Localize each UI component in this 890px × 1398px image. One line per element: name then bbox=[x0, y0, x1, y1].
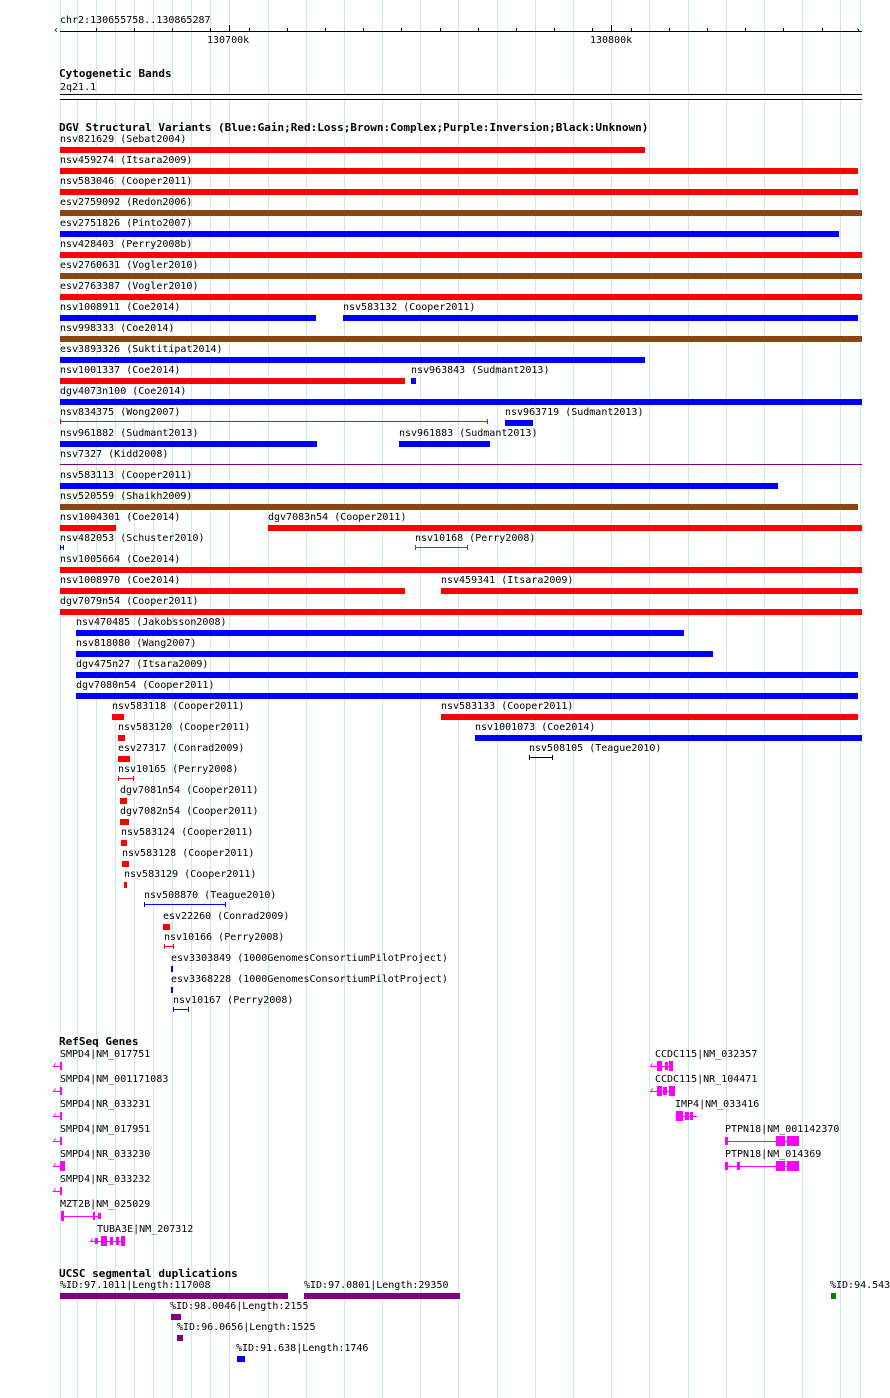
sv-label[interactable]: nsv583128 (Cooper2011) bbox=[122, 848, 255, 859]
sv-bar[interactable] bbox=[120, 798, 127, 804]
sv-bar-end bbox=[467, 545, 468, 550]
gene-label[interactable]: SMPD4|NM_001171083 bbox=[60, 1074, 169, 1085]
gene-exon[interactable] bbox=[776, 1161, 785, 1171]
gene-exon[interactable] bbox=[665, 1062, 668, 1070]
gene-exon[interactable] bbox=[93, 1212, 95, 1220]
sv-label[interactable]: nsv583113 (Cooper2011) bbox=[60, 470, 193, 481]
sv-label[interactable]: nsv1001073 (Coe2014) bbox=[475, 722, 596, 733]
ruler-minor-tick bbox=[440, 28, 441, 31]
sv-bar-end bbox=[60, 419, 61, 424]
sv-label[interactable]: nsv583133 (Cooper2011) bbox=[441, 701, 574, 712]
segdup-bar[interactable] bbox=[171, 1314, 181, 1320]
sv-label[interactable]: dgv4073n100 (Coe2014) bbox=[60, 386, 187, 397]
sv-bar[interactable] bbox=[76, 693, 858, 699]
segdup-bar[interactable] bbox=[237, 1356, 245, 1362]
sv-bar-end bbox=[63, 545, 64, 550]
sv-label[interactable]: esv2751826 (Pinto2007) bbox=[60, 218, 193, 229]
sv-label[interactable]: nsv428403 (Perry2008b) bbox=[60, 239, 193, 250]
sv-label[interactable]: esv2763387 (Vogler2010) bbox=[60, 281, 199, 292]
sv-bar-end bbox=[529, 755, 530, 760]
sv-label[interactable]: nsv821629 (Sebat2004) bbox=[60, 134, 187, 145]
sv-label[interactable]: nsv963719 (Sudmant2013) bbox=[505, 407, 644, 418]
sv-label[interactable]: esv22260 (Conrad2009) bbox=[163, 911, 290, 922]
sv-bar-end bbox=[173, 1007, 174, 1012]
strand-arrow-icon: ‹ bbox=[649, 1060, 656, 1071]
sv-bar[interactable] bbox=[60, 588, 405, 594]
gene-exon[interactable] bbox=[669, 1061, 673, 1071]
gene-exon[interactable] bbox=[121, 1236, 125, 1246]
strand-arrow-icon: ‹ bbox=[52, 1160, 59, 1171]
sv-bar-end bbox=[225, 902, 226, 907]
gene-exon[interactable] bbox=[676, 1111, 683, 1121]
gene-exon[interactable] bbox=[116, 1237, 119, 1245]
gene-exon[interactable] bbox=[60, 1062, 62, 1070]
sv-bar[interactable] bbox=[171, 987, 173, 993]
gene-label[interactable]: SMPD4|NM_017751 bbox=[60, 1049, 151, 1060]
sv-bar-end bbox=[164, 944, 165, 949]
sv-bar[interactable] bbox=[60, 609, 862, 615]
sv-label[interactable]: nsv998333 (Coe2014) bbox=[60, 323, 175, 334]
sv-bar[interactable] bbox=[60, 147, 645, 153]
sv-label[interactable]: nsv7327 (Kidd2008) bbox=[60, 449, 169, 460]
sv-label[interactable]: esv27317 (Conrad2009) bbox=[118, 743, 245, 754]
gene-label[interactable]: CCDC115|NR_104471 bbox=[655, 1074, 758, 1085]
sv-bar[interactable] bbox=[529, 757, 553, 758]
segdup-bar[interactable] bbox=[831, 1293, 836, 1299]
sv-bar[interactable] bbox=[144, 904, 226, 905]
strand-arrow-icon: ‹ bbox=[52, 1085, 59, 1096]
sv-label[interactable]: nsv508105 (Teague2010) bbox=[529, 743, 662, 754]
ruler-minor-tick bbox=[707, 28, 708, 31]
cytoband-track-title[interactable]: Cytogenetic Bands bbox=[59, 67, 172, 80]
sv-bar[interactable] bbox=[411, 378, 416, 384]
sv-bar[interactable] bbox=[76, 651, 713, 657]
sv-bar[interactable] bbox=[171, 966, 173, 972]
sv-label[interactable]: nsv818080 (Wang2007) bbox=[76, 638, 197, 649]
sv-label[interactable]: dgv475n27 (Itsara2009) bbox=[76, 659, 209, 670]
sv-label[interactable]: nsv961882 (Sudmant2013) bbox=[60, 428, 199, 439]
gene-exon[interactable] bbox=[737, 1162, 740, 1170]
sv-bar[interactable] bbox=[163, 924, 170, 930]
sv-bar[interactable] bbox=[60, 273, 862, 279]
sv-bar[interactable] bbox=[60, 525, 116, 531]
sv-bar[interactable] bbox=[343, 315, 858, 321]
gene-label[interactable]: SMPD4|NR_033230 bbox=[60, 1149, 151, 1160]
sv-bar[interactable] bbox=[60, 378, 405, 384]
dgv-track-title[interactable]: DGV Structural Variants (Blue:Gain;Red:Loss;Brown:Complex;Purple:Inversion;Black:Unknown) bbox=[59, 121, 649, 134]
sv-bar[interactable] bbox=[60, 357, 645, 363]
gene-label[interactable]: IMP4|NM_033416 bbox=[675, 1099, 760, 1110]
gene-exon[interactable] bbox=[663, 1087, 667, 1095]
sv-bar[interactable] bbox=[124, 882, 127, 888]
gene-exon[interactable] bbox=[61, 1211, 64, 1221]
ruler-axis bbox=[60, 31, 862, 32]
sv-bar[interactable] bbox=[60, 168, 858, 174]
gene-label[interactable]: CCDC115|NM_032357 bbox=[655, 1049, 758, 1060]
sv-label[interactable]: dgv7082n54 (Cooper2011) bbox=[120, 806, 259, 817]
sv-bar[interactable] bbox=[60, 315, 316, 321]
gene-exon[interactable] bbox=[98, 1213, 101, 1219]
sv-bar-end bbox=[144, 902, 145, 907]
sv-bar[interactable] bbox=[60, 210, 862, 216]
ruler-minor-tick bbox=[516, 28, 517, 31]
ruler-minor-tick bbox=[822, 28, 823, 31]
gene-exon[interactable] bbox=[110, 1237, 113, 1245]
cytoband-border-bottom bbox=[60, 99, 862, 100]
gene-exon[interactable] bbox=[685, 1112, 689, 1120]
ruler-minor-tick bbox=[249, 28, 250, 31]
gene-exon[interactable] bbox=[787, 1136, 799, 1146]
strand-arrow-icon: ‹ bbox=[52, 1110, 59, 1121]
segdup-bar[interactable] bbox=[177, 1335, 183, 1341]
ruler-minor-tick bbox=[783, 28, 784, 31]
sv-label[interactable]: esv3368228 (1000GenomesConsortiumPilotProject) bbox=[171, 974, 448, 985]
sv-label[interactable]: nsv583046 (Cooper2011) bbox=[60, 176, 193, 187]
sv-label[interactable]: nsv583124 (Cooper2011) bbox=[121, 827, 254, 838]
sv-label[interactable]: esv2760631 (Vogler2010) bbox=[60, 260, 199, 271]
gene-exon[interactable] bbox=[657, 1061, 662, 1071]
gene-exon[interactable] bbox=[101, 1236, 107, 1246]
sv-bar-end bbox=[133, 776, 134, 781]
segdup-label[interactable]: %ID:97.0801|Length:29350 bbox=[304, 1280, 449, 1291]
sv-bar[interactable] bbox=[268, 525, 862, 531]
ruler-major-tick bbox=[229, 25, 230, 31]
ruler-left-arrow-icon: ‹ bbox=[53, 25, 60, 36]
sv-bar[interactable] bbox=[60, 483, 778, 489]
sv-bar[interactable] bbox=[118, 735, 125, 741]
ruler-minor-tick bbox=[172, 28, 173, 31]
sv-bar[interactable] bbox=[118, 756, 130, 762]
gene-label[interactable]: MZT2B|NM_025029 bbox=[60, 1199, 151, 1210]
gene-intron-line bbox=[61, 1216, 101, 1217]
gene-exon[interactable] bbox=[60, 1161, 65, 1171]
sv-label[interactable]: nsv10168 (Perry2008) bbox=[415, 533, 536, 544]
ruler-minor-tick bbox=[325, 28, 326, 31]
sv-label[interactable]: dgv7079n54 (Cooper2011) bbox=[60, 596, 199, 607]
ruler-position: chr2:130655758..130865287 bbox=[60, 15, 211, 26]
sv-label[interactable]: dgv7081n54 (Cooper2011) bbox=[120, 785, 259, 796]
gene-label[interactable]: SMPD4|NM_017951 bbox=[60, 1124, 151, 1135]
gene-label[interactable]: SMPD4|NR_033232 bbox=[60, 1174, 151, 1185]
strand-arrow-icon: ‹ bbox=[89, 1235, 96, 1246]
ruler-right-arrow-icon: › bbox=[855, 25, 862, 36]
sv-label[interactable]: nsv459274 (Itsara2009) bbox=[60, 155, 193, 166]
sv-label[interactable]: nsv508870 (Teague2010) bbox=[144, 890, 277, 901]
segdup-label[interactable]: %ID:96.0656|Length:1525 bbox=[177, 1322, 316, 1333]
sv-bar-end bbox=[415, 545, 416, 550]
ruler-minor-tick bbox=[287, 28, 288, 31]
segdup-label[interactable]: %ID:91.638|Length:1746 bbox=[236, 1343, 369, 1354]
sv-bar-end bbox=[60, 545, 61, 550]
ruler-minor-tick bbox=[96, 28, 97, 31]
gene-label[interactable]: PTPN18|NM_014369 bbox=[725, 1149, 822, 1160]
strand-arrow-icon: ‹ bbox=[52, 1135, 59, 1146]
ruler-tick-label: 130800k bbox=[590, 35, 633, 46]
sv-bar-end bbox=[173, 944, 174, 949]
refseq-track-title[interactable]: RefSeq Genes bbox=[59, 1035, 139, 1048]
sv-bar[interactable] bbox=[60, 441, 317, 447]
sv-bar[interactable] bbox=[122, 861, 129, 867]
strand-arrow-icon: ‹ bbox=[649, 1085, 656, 1096]
sv-label[interactable]: nsv963843 (Sudmant2013) bbox=[411, 365, 550, 376]
ruler-minor-tick bbox=[631, 28, 632, 31]
sv-label[interactable]: nsv1001337 (Coe2014) bbox=[60, 365, 181, 376]
gene-exon[interactable] bbox=[60, 1187, 62, 1195]
gene-exon[interactable] bbox=[690, 1112, 693, 1120]
sv-label[interactable]: nsv1004301 (Coe2014) bbox=[60, 512, 181, 523]
segdup-track-title[interactable]: UCSC segmental duplications bbox=[59, 1267, 238, 1280]
ruler-minor-tick bbox=[401, 28, 402, 31]
gene-exon[interactable] bbox=[669, 1086, 675, 1096]
ruler-minor-tick bbox=[745, 28, 746, 31]
gene-exon[interactable] bbox=[725, 1162, 728, 1170]
sv-label[interactable]: nsv482053 (Schuster2010) bbox=[60, 533, 205, 544]
sv-label[interactable]: esv3893326 (Suktitipat2014) bbox=[60, 344, 223, 355]
segdup-label[interactable]: %ID:94.543 bbox=[830, 1280, 890, 1291]
sv-label[interactable]: esv3303849 (1000GenomesConsortiumPilotProject) bbox=[171, 953, 448, 964]
segdup-label[interactable]: %ID:98.0046|Length:2155 bbox=[170, 1301, 309, 1312]
sv-label[interactable]: nsv520559 (Shaikh2009) bbox=[60, 491, 193, 502]
sv-bar[interactable] bbox=[173, 1009, 189, 1010]
sv-bar[interactable] bbox=[60, 294, 862, 300]
sv-label[interactable]: nsv583120 (Cooper2011) bbox=[118, 722, 251, 733]
sv-bar[interactable] bbox=[60, 189, 858, 195]
sv-bar[interactable] bbox=[60, 421, 488, 422]
sv-label[interactable]: nsv961883 (Sudmant2013) bbox=[399, 428, 538, 439]
sv-label[interactable]: nsv1008970 (Coe2014) bbox=[60, 575, 181, 586]
sv-label[interactable]: nsv470485 (Jakobsson2008) bbox=[76, 617, 227, 628]
sv-label[interactable]: nsv10166 (Perry2008) bbox=[164, 932, 285, 943]
sv-bar-end bbox=[487, 419, 488, 424]
strand-arrow-icon: ‹ bbox=[52, 1185, 59, 1196]
sv-bar[interactable] bbox=[399, 441, 490, 447]
cytoband-label: 2q21.1 bbox=[60, 82, 97, 93]
ruler-minor-tick bbox=[554, 28, 555, 31]
sv-label[interactable]: esv2759092 (Redon2006) bbox=[60, 197, 193, 208]
sv-bar[interactable] bbox=[120, 819, 129, 825]
sv-bar[interactable] bbox=[76, 672, 858, 678]
sv-label[interactable]: nsv1008911 (Coe2014) bbox=[60, 302, 181, 313]
sv-label[interactable]: nsv583132 (Cooper2011) bbox=[343, 302, 476, 313]
ruler-minor-tick bbox=[363, 28, 364, 31]
segdup-label[interactable]: %ID:97.1011|Length:117008 bbox=[60, 1280, 211, 1291]
gene-exon[interactable] bbox=[60, 1112, 62, 1120]
ruler-tick-label: 130700k bbox=[207, 35, 250, 46]
sv-label[interactable]: nsv459341 (Itsara2009) bbox=[441, 575, 574, 586]
gene-label[interactable]: SMPD4|NR_033231 bbox=[60, 1099, 151, 1110]
sv-bar[interactable] bbox=[441, 588, 858, 594]
ruler-minor-tick bbox=[669, 28, 670, 31]
gene-exon[interactable] bbox=[725, 1137, 728, 1145]
ruler-minor-tick bbox=[478, 28, 479, 31]
gene-exon[interactable] bbox=[657, 1086, 662, 1096]
sv-bar[interactable] bbox=[118, 778, 134, 779]
sv-label[interactable]: nsv1005664 (Coe2014) bbox=[60, 554, 181, 565]
gene-exon[interactable] bbox=[776, 1136, 785, 1146]
sv-bar-end bbox=[118, 776, 119, 781]
sv-bar[interactable] bbox=[505, 420, 533, 426]
sv-bar-end bbox=[552, 755, 553, 760]
sv-bar[interactable] bbox=[60, 336, 862, 342]
sv-bar[interactable] bbox=[60, 504, 858, 510]
segdup-bar[interactable] bbox=[60, 1293, 288, 1299]
sv-bar[interactable] bbox=[60, 567, 862, 573]
ruler-minor-tick bbox=[210, 28, 211, 31]
sv-label[interactable]: nsv583118 (Cooper2011) bbox=[112, 701, 245, 712]
gene-label[interactable]: TUBA3E|NM_207312 bbox=[97, 1224, 194, 1235]
sv-bar[interactable] bbox=[441, 714, 858, 720]
gene-exon[interactable] bbox=[60, 1087, 62, 1095]
gene-exon[interactable] bbox=[95, 1238, 98, 1244]
sv-bar[interactable] bbox=[76, 630, 684, 636]
sv-label[interactable]: nsv834375 (Wong2007) bbox=[60, 407, 181, 418]
sv-bar[interactable] bbox=[60, 399, 862, 405]
gene-exon[interactable] bbox=[60, 1137, 62, 1145]
strand-arrow-icon: ‹ bbox=[52, 1060, 59, 1071]
sv-label[interactable]: nsv10165 (Perry2008) bbox=[118, 764, 239, 775]
ruler-minor-tick bbox=[592, 28, 593, 31]
sv-bar[interactable] bbox=[60, 252, 862, 258]
gene-label[interactable]: PTPN18|NM_001142370 bbox=[725, 1124, 840, 1135]
segdup-bar[interactable] bbox=[304, 1293, 460, 1299]
sv-label[interactable]: nsv10167 (Perry2008) bbox=[173, 995, 294, 1006]
gene-exon[interactable] bbox=[787, 1161, 799, 1171]
sv-label[interactable]: nsv583129 (Cooper2011) bbox=[124, 869, 257, 880]
ruler-major-tick bbox=[611, 25, 612, 31]
sv-bar[interactable] bbox=[121, 840, 127, 846]
sv-bar[interactable] bbox=[60, 464, 862, 465]
sv-bar[interactable] bbox=[415, 547, 468, 548]
sv-bar[interactable] bbox=[60, 231, 839, 237]
sv-label[interactable]: dgv7083n54 (Cooper2011) bbox=[268, 512, 407, 523]
sv-label[interactable]: dgv7080n54 (Cooper2011) bbox=[76, 680, 215, 691]
sv-bar-end bbox=[188, 1007, 189, 1012]
sv-bar[interactable] bbox=[112, 714, 124, 720]
ruler-minor-tick bbox=[134, 28, 135, 31]
sv-bar[interactable] bbox=[475, 735, 862, 741]
